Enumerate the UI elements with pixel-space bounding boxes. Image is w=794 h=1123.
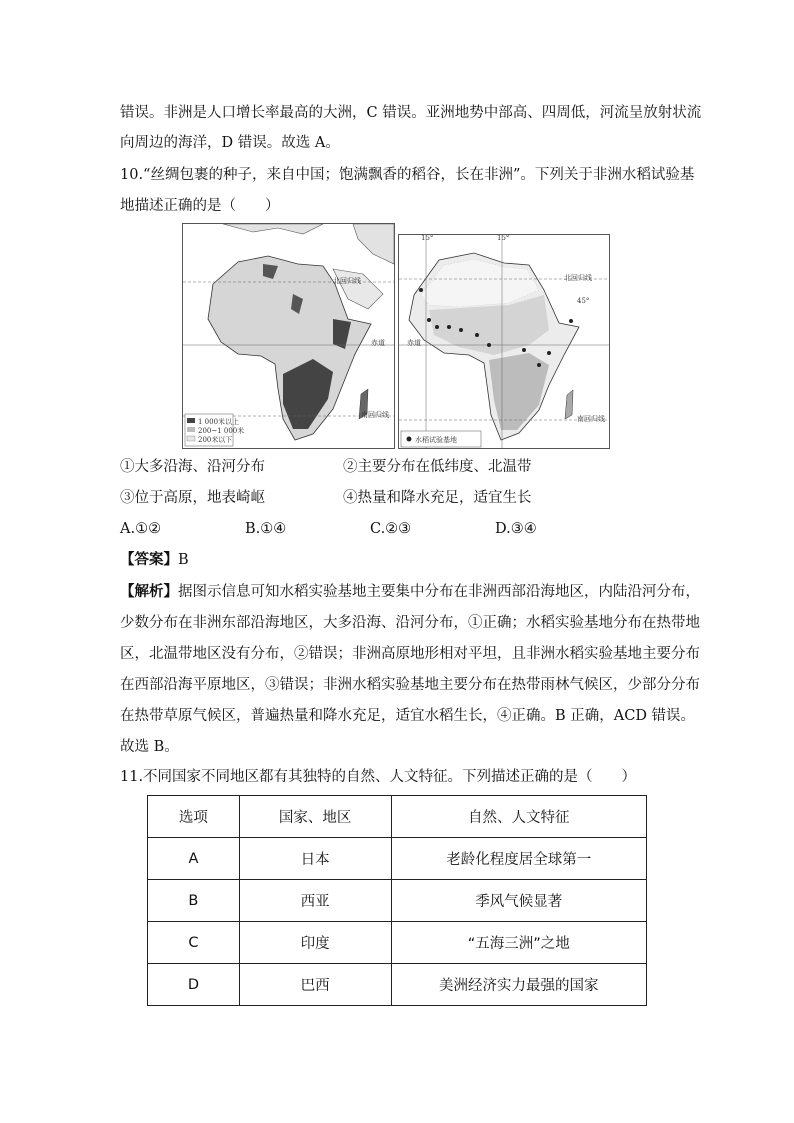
intro-line-1: 错误。非洲是人口增长率最高的大洲，C 错误。亚洲地势中部高、四周低，河流呈放射状流 xyxy=(120,105,702,121)
analysis-text-1: 据图示信息可知水稻实验基地主要集中分布在非洲西部沿海地区，内陆沿河分布， xyxy=(178,584,700,600)
left-map-legend-3: 200米以下 xyxy=(198,436,233,444)
analysis-line-6: 故选 B。 xyxy=(120,739,179,755)
table-row xyxy=(148,922,647,964)
statement-2: ②主要分布在低纬度、北温带 xyxy=(343,459,532,475)
intro-line-2: 向周边的海洋，D 错误。故选 A。 xyxy=(120,135,340,151)
table-row xyxy=(148,880,647,922)
left-map-equator-label: 赤道 xyxy=(371,339,385,347)
table-cell: A xyxy=(148,838,240,880)
left-map-tropic-cancer-label: 北回归线 xyxy=(333,277,361,285)
analysis-line-4: 在西部沿海平原地区，③错误；非洲水稻实验基地主要分布在热带雨林气候区，少部分分布 xyxy=(120,677,700,693)
table-cell: B xyxy=(148,880,240,922)
table-row xyxy=(148,964,647,1006)
table-row xyxy=(148,838,647,880)
statement-4: ④热量和降水充足，适宜生长 xyxy=(343,490,532,506)
table-cell: 老龄化程度居全球第一 xyxy=(391,838,646,880)
table-cell: 季风气候显著 xyxy=(391,880,646,922)
table-cell: 美洲经济实力最强的国家 xyxy=(391,964,646,1006)
right-map-legend-label: 水稻试验基地 xyxy=(415,436,457,444)
right-map-equator-label: 赤道 xyxy=(407,339,421,347)
right-map-tropic-capricorn-label: 南回归线 xyxy=(577,415,605,423)
right-map-lon-15e-label: 15° xyxy=(497,234,510,242)
table-header-row xyxy=(148,796,647,838)
analysis-line-2: 少数分布在非洲东部沿海地区，大多沿海、沿河分布，①正确；水稻实验基地分布在热带地 xyxy=(120,615,700,631)
table-cell: 西亚 xyxy=(239,880,391,922)
statement-3: ③位于高原，地表崎岖 xyxy=(120,490,265,506)
left-map-tropic-capricorn-label: 南回归线 xyxy=(361,411,389,419)
table-cell: 巴西 xyxy=(239,964,391,1006)
answer-line xyxy=(120,550,189,570)
left-map-legend-1: 1 000米以上 xyxy=(198,418,240,426)
table-cell: 日本 xyxy=(239,838,391,880)
table-header-cell: 选项 xyxy=(148,796,240,838)
right-map-lon-15w-label: 15° xyxy=(421,234,434,242)
right-map-tropic-cancer-label: 北回归线 xyxy=(564,274,592,282)
analysis-label: 【解析】 xyxy=(120,583,178,600)
statement-1: ①大多沿海、沿河分布 xyxy=(120,459,265,475)
choice-d: D.③④ xyxy=(495,521,537,537)
q11-stem: 11.不同国家不同地区都有其独特的自然、人文特征。下列描述正确的是（ ） xyxy=(120,769,637,785)
africa-rice-base-map xyxy=(398,234,610,449)
answer-label: 【答案】 xyxy=(120,551,178,568)
table-header-cell: 自然、人文特征 xyxy=(391,796,646,838)
africa-elevation-map xyxy=(182,223,395,449)
analysis-line-5: 在热带草原气候区，普遍热量和降水充足，适宜水稻生长，④正确。B 正确，ACD 错误。 xyxy=(120,708,696,724)
q11-table xyxy=(147,795,647,1006)
analysis-line-3: 区，北温带地区没有分布，②错误；非洲高原地形相对平坦，且非洲水稻实验基地主要分布 xyxy=(120,646,700,662)
analysis-line-1 xyxy=(120,582,700,602)
choice-c: C.②③ xyxy=(370,521,412,537)
table-cell: 印度 xyxy=(239,922,391,964)
answer-value: B xyxy=(178,552,189,568)
choice-a: A.①② xyxy=(120,521,162,537)
q10-stem-line-2: 地描述正确的是（ ） xyxy=(120,198,280,214)
choice-b: B.①④ xyxy=(245,521,287,537)
table-cell: “五海三洲”之地 xyxy=(391,922,646,964)
q10-stem-line-1: 10.“丝绸包裹的种子，来自中国；饱满飘香的稻谷，长在非洲”。下列关于非洲水稻试验基 xyxy=(120,167,695,183)
table-cell: C xyxy=(148,922,240,964)
right-map-lon-45e-label: 45° xyxy=(577,297,590,305)
table-header-cell: 国家、地区 xyxy=(239,796,391,838)
left-map-legend-2: 200~1 000米 xyxy=(198,427,245,435)
table-cell: D xyxy=(148,964,240,1006)
